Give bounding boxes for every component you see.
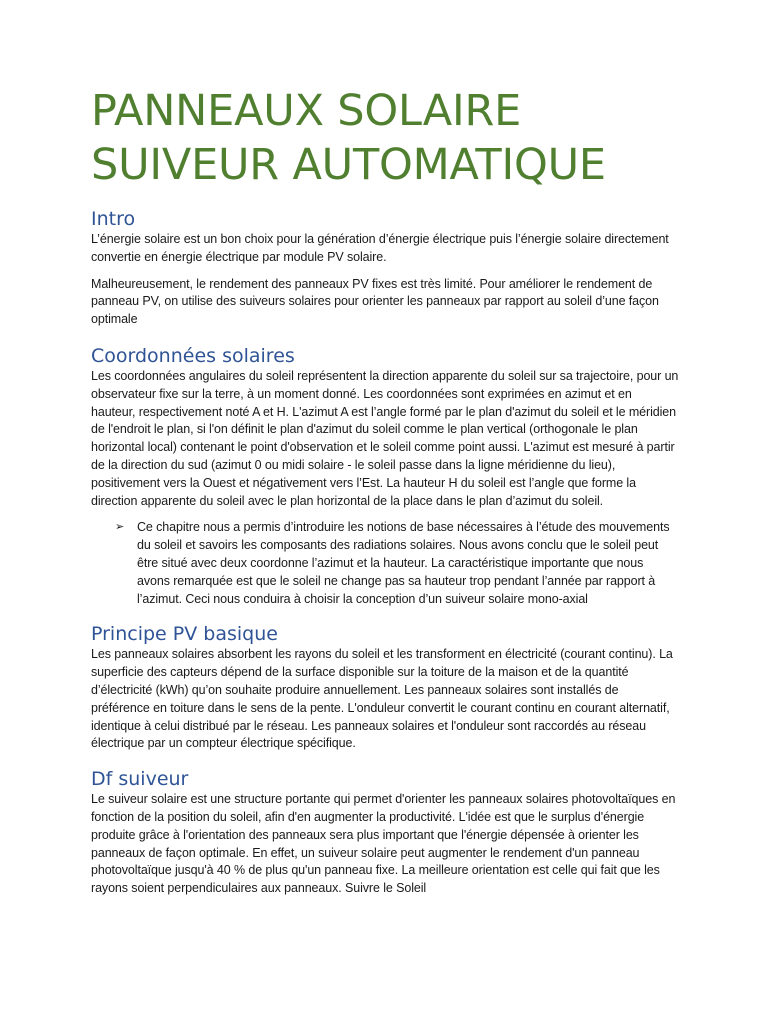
heading-suiveur: Df suiveur xyxy=(91,768,189,791)
title-line-1: PANNEAUX SOLAIRE xyxy=(91,86,522,136)
heading-principe: Principe PV basique xyxy=(91,623,278,646)
bullet-text: Ce chapitre nous a permis d’introduire les notions de base nécessaires à l’étude des mouvements du soleil et savoirs les composants des radiations solaires. Nous avons conclu que le soleil peut être situé avec deux coordonne l’azimut et la hauteur. La caractéristique importante que nous avons remarquée est que le soleil ne change pas sa hauteur trop pendant l’année par rapport à l’azimut. Ceci nous conduira à choisir la conception d’un suiveur solaire mono-axial xyxy=(137,520,670,606)
arrowhead-bullet-icon: ➢ xyxy=(115,521,125,534)
document-body xyxy=(91,84,679,898)
intro-paragraph-1: L’énergie solaire est un bon choix pour la génération d’énergie électrique puis l’énergie solaire directement convertie en énergie électrique par module PV solaire. xyxy=(91,232,669,264)
document-title xyxy=(91,84,679,192)
heading-coordonnees: Coordonnées solaires xyxy=(91,344,295,367)
bullet-item xyxy=(115,519,679,608)
suiveur-paragraph: Le suiveur solaire est une structure portante qui permet d'orienter les panneaux solaires photovoltaïques en fonction de la position du soleil, afin d'en augmenter la productivité. L'idée est que le surplus d'énergie produite grâce à l'orientation des panneaux sera plus important que l'énergie dépensée à orienter les panneaux de façon optimale. En effet, un suiveur solaire peut augmenter le rendement d'un panneau photovoltaïque jusqu'à 40 % de plus qu'un panneau fixe. La meilleure orientation est celle qui fait que les rayons soient perpendiculaires aux panneaux. Suivre le Soleil xyxy=(91,792,676,896)
coordonnees-paragraph: Les coordonnées angulaires du soleil représentent la direction apparente du soleil sur sa trajectoire, pour un observateur fixe sur la terre, à un moment donné. Les coordonnées sont exprimées en azimut et en hauteur, respectivement noté A et H. L'azimut A est l’angle formé par le plan d'azimut du soleil et le méridien de l'endroit le plan, si l'on définit le plan d'azimut du soleil comme le plan vertical (orthogonale le plan horizontal local) contenant le point d'observation et le soleil comme point aussi. L'azimut est mesuré à partir de la direction du sud (azimut 0 ou midi solaire - le soleil passe dans la ligne méridienne du lieu), positivement vers la Ouest et négativement vers l’Est. La hauteur H du soleil est l’angle que forme la direction apparente du soleil avec le plan horizontal de la place dans le plan d’azimut du soleil. xyxy=(91,368,679,508)
intro-paragraph-2: Malheureusement, le rendement des panneaux PV fixes est très limité. Pour améliorer le rendement de panneau PV, on utilise des suiveurs solaires pour orienter les panneaux par rapport au soleil d’une façon optimale xyxy=(91,276,659,327)
title-line-2: SUIVEUR AUTOMATIQUE xyxy=(91,140,606,190)
principe-paragraph: Les panneaux solaires absorbent les rayons du soleil et les transforment en électricité (courant continu). La superficie des capteurs dépend de la surface disponible sur la toiture de la maison et de la quantité d’électricité (kWh) qu’on souhaite produire annuellement. Les panneaux solaires sont installés de préférence en toiture dans le sens de la pente. L'onduleur convertit le courant continu en courant alternatif, identique à celui distribué par le réseau. Les panneaux solaires et l'onduleur sont raccordés au réseau électrique par un compteur électrique spécifique. xyxy=(91,647,673,751)
heading-intro: Intro xyxy=(91,208,136,230)
